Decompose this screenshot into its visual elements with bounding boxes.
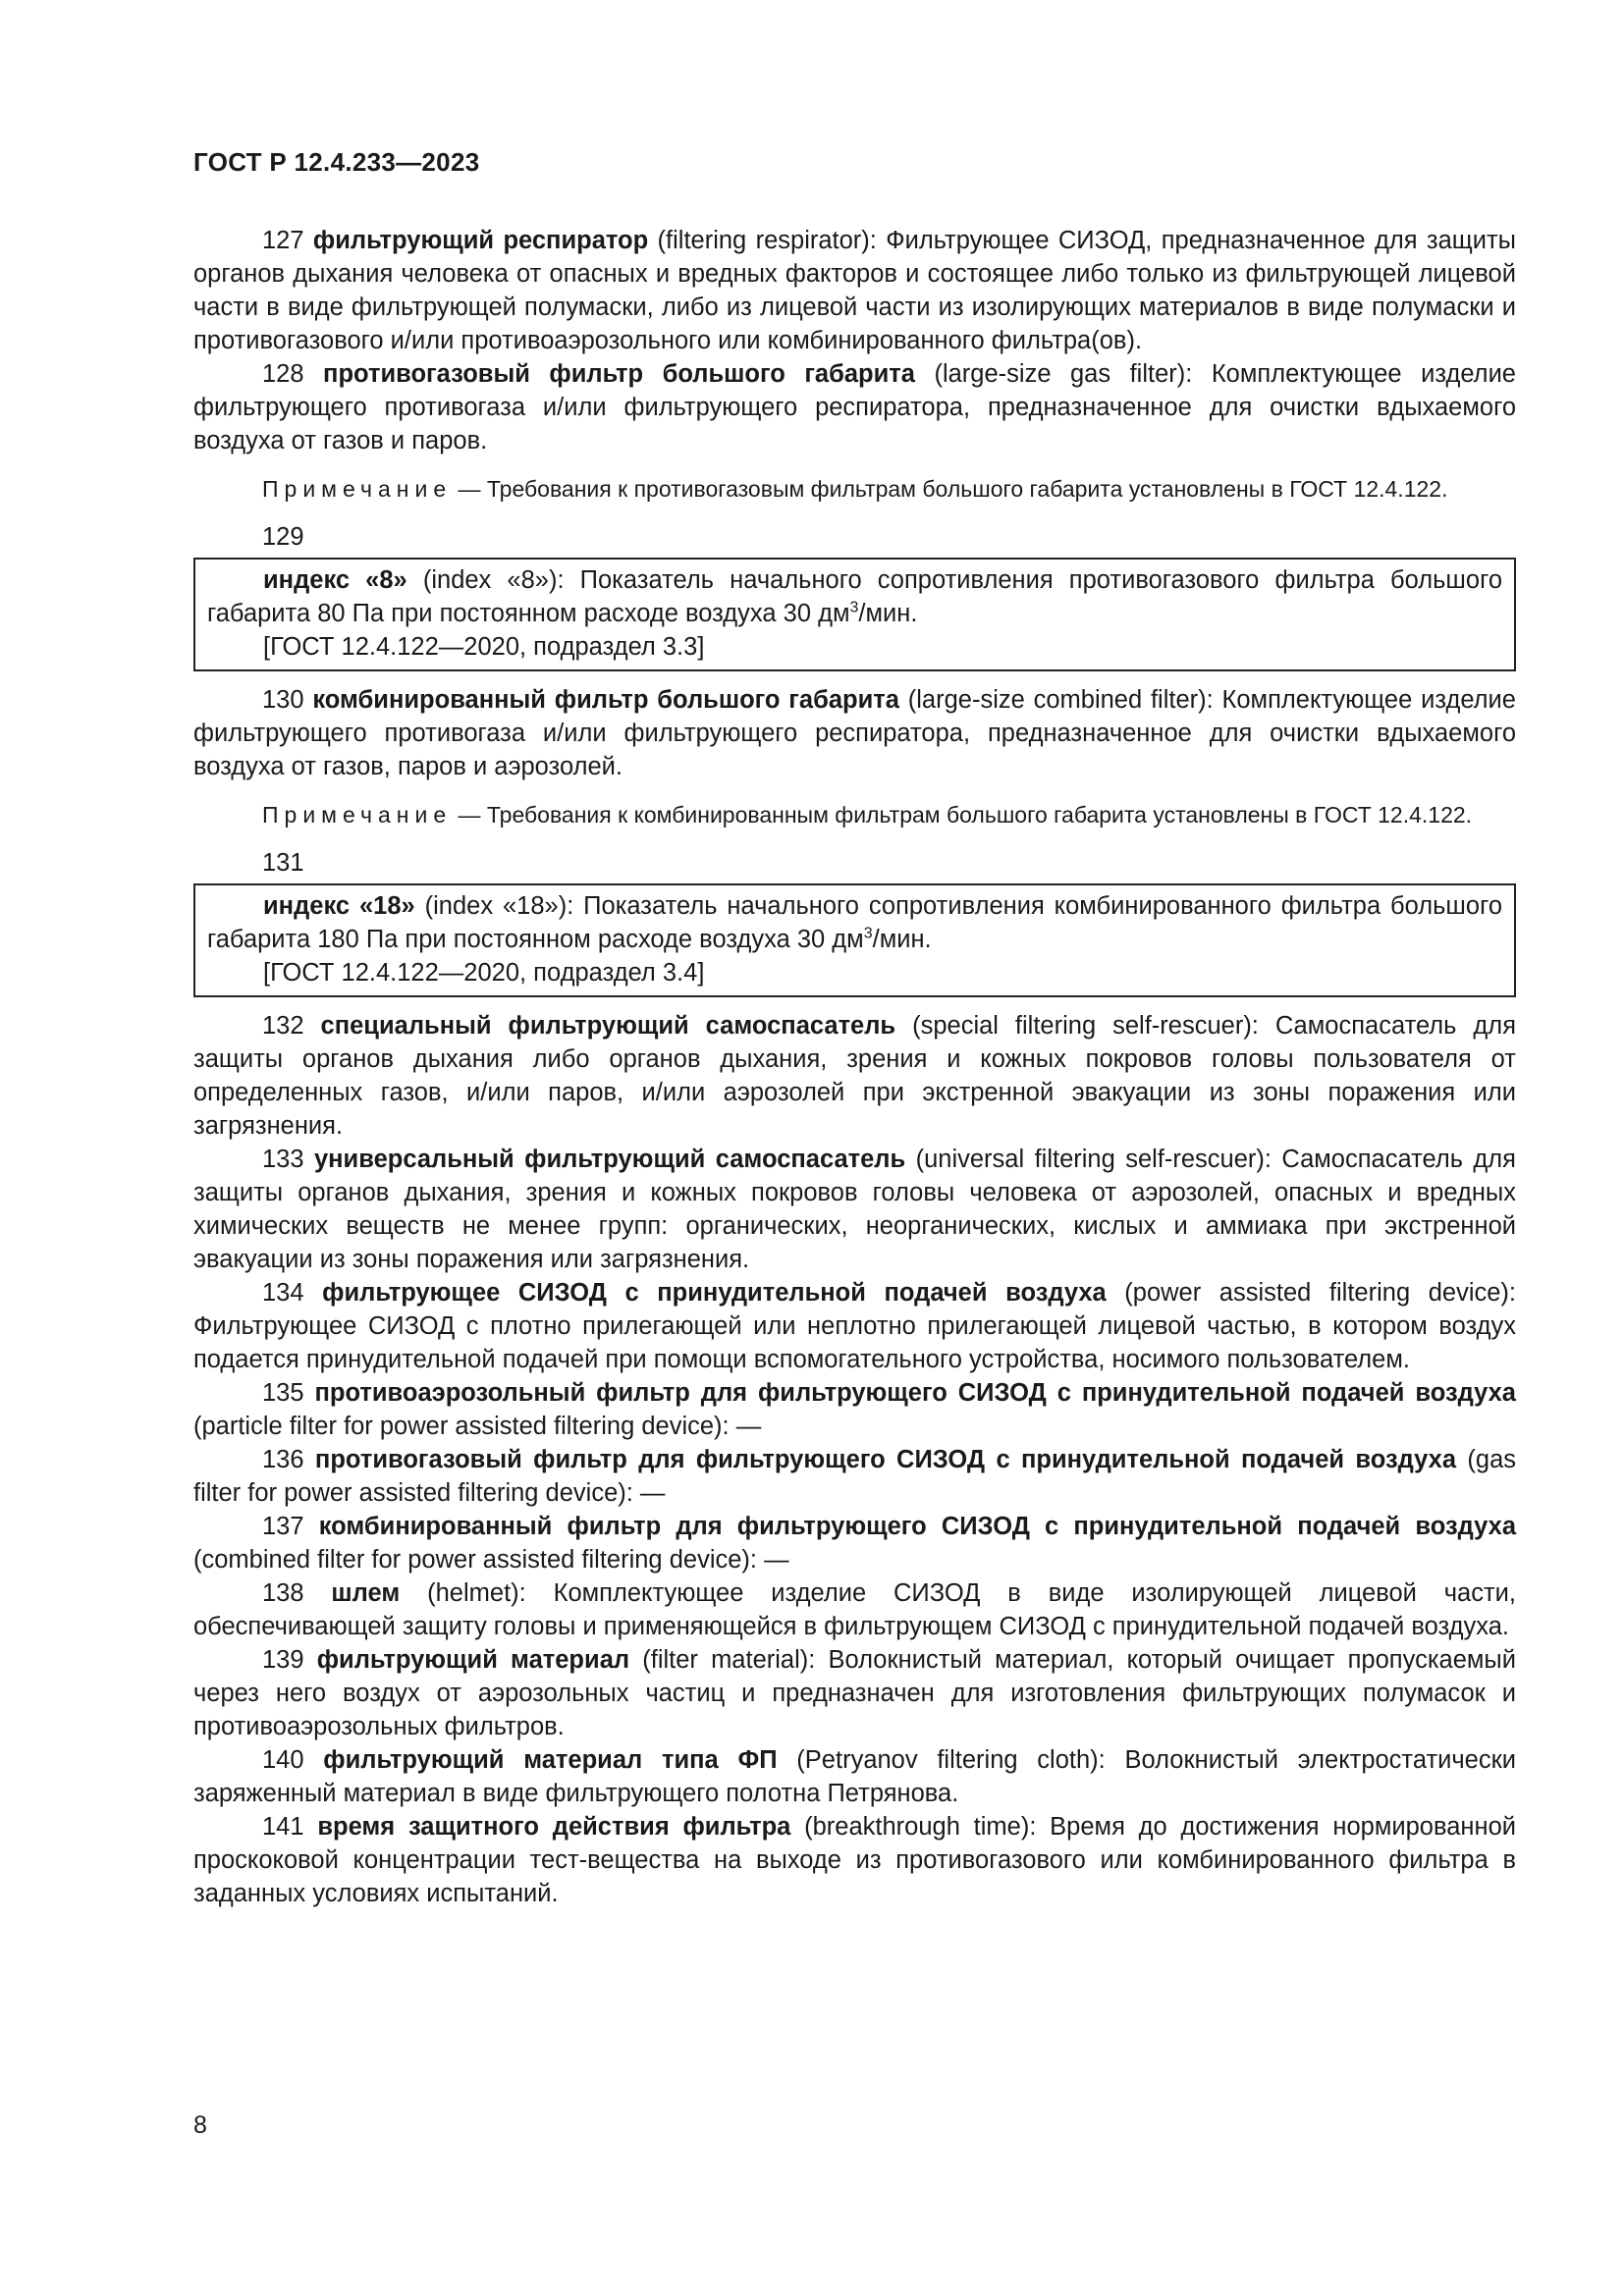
term-definition: (special filtering self-rescuer): Самоспасатель для защиты органов дыхания либо органов дыхания, зрения и кожных покровов головы пользователя от определенных газов, и/или паров, и/или аэрозолей при экстренной эвакуации из зоны поражения или загрязнения.: [193, 1012, 1516, 1140]
term-definition: (particle filter for power assisted filtering device): —: [193, 1413, 762, 1440]
term-title: индекс «18»: [263, 892, 415, 920]
term-title: фильтрующее СИЗОД с принудительной подачей воздуха: [322, 1279, 1107, 1307]
term-definition-end: /мин.: [858, 600, 918, 627]
term-title: комбинированный фильтр для фильтрующего СИЗОД с принудительной подачей воздуха: [318, 1513, 1517, 1540]
term-title: универсальный фильтрующий самоспасатель: [313, 1146, 906, 1173]
term-number: 133: [262, 1146, 304, 1173]
term-entry-127: [193, 224, 1516, 357]
note-128: [193, 473, 1516, 505]
term-number-129: 129: [262, 523, 304, 551]
term-number: 132: [262, 1012, 304, 1040]
term-number: 135: [262, 1379, 304, 1407]
term-title: противогазовый фильтр большого габарита: [323, 360, 915, 388]
term-entry-130: [193, 683, 1516, 783]
source-reference: [ГОСТ 12.4.122—2020, подраздел 3.4]: [263, 959, 705, 987]
term-definition: (filtering respirator): Фильтрующее СИЗОД, предназначенное для защиты органов дыхания человека от опасных и вредных факторов и состоящее либо только из фильтрующей лицевой части в виде фильтрующей полумаски, либо из лицевой части из изолирующих материалов в виде полумаски и противогазового и/или противоаэрозольного или комбинированного фильтра(ов).: [193, 227, 1516, 354]
document-header: ГОСТ Р 12.4.233—2023: [193, 147, 480, 177]
term-title: время защитного действия фильтра: [317, 1813, 791, 1841]
term-entry-138: [193, 1576, 1516, 1643]
term-number-131: 131: [262, 849, 304, 877]
term-number: 130: [262, 686, 304, 714]
term-title: противоаэрозольный фильтр для фильтрующего СИЗОД с принудительной подачей воздуха: [314, 1379, 1516, 1407]
term-definition: (universal filtering self-rescuer): Самоспасатель для защиты органов дыхания, зрения и кожных покровов головы человека от аэрозолей, опасных и вредных химических веществ не менее групп: органических, неорганических, кислых и аммиака при экстренной эвакуации из зоны поражения или загрязнения.: [193, 1146, 1516, 1273]
term-number: 139: [262, 1646, 304, 1674]
note-text: — Требования к комбинированным фильтрам большого габарита установлены в ГОСТ 12.4.122.: [452, 802, 1473, 828]
term-definition: (combined filter for power assisted filtering device): —: [193, 1546, 789, 1574]
term-number: 140: [262, 1746, 304, 1774]
term-definition: (filter material): Волокнистый материал, который очищает пропускаемый через него воздух от аэрозольных частиц и предназначен для изготовления фильтрующих полумасок и противоаэрозольных фильтров.: [193, 1646, 1517, 1740]
term-entry-129: [207, 563, 1502, 630]
term-title: противогазовый фильтр для фильтрующего СИЗОД с принудительной подачей воздуха: [314, 1446, 1457, 1473]
term-entry-134: [193, 1276, 1516, 1376]
superscript: 3: [863, 925, 873, 942]
superscript: 3: [849, 599, 859, 616]
term-entry-133: [193, 1143, 1516, 1276]
term-entry-139: [193, 1643, 1516, 1743]
term-entry-128: [193, 357, 1516, 457]
term-title: индекс «8»: [263, 566, 407, 594]
term-definition: (large-size gas filter): Комплектующее изделие фильтрующего противогаза и/или фильтрующего респиратора, предназначенное для очистки вдыхаемого воздуха от газов и паров.: [193, 360, 1516, 454]
term-definition: (breakthrough time): Время до достижения нормированной проскоковой концентрации тест-вещества на выходе из противогазового или комбинированного фильтра в заданных условиях испытаний.: [193, 1813, 1516, 1907]
term-entry-137: [193, 1510, 1516, 1576]
note-130: [193, 799, 1516, 830]
term-definition: (index «8»): Показатель начального сопротивления противогазового фильтра большого габарита 80 Па при постоянном расходе воздуха 30 дм: [207, 566, 1502, 627]
term-definition: (large-size combined filter): Комплектующее изделие фильтрующего противогаза и/или фильтрующего респиратора, предназначенное для очистки вдыхаемого воздуха от газов, паров и аэрозолей.: [193, 686, 1516, 780]
term-definition: (Petryanov filtering cloth): Волокнистый электростатически заряженный материал в виде фильтрующего полотна Петрянова.: [193, 1746, 1516, 1807]
note-label: Примечание: [262, 476, 453, 502]
term-number: 134: [262, 1279, 304, 1307]
boxed-term-129: [193, 558, 1516, 671]
term-definition-end: /мин.: [872, 926, 932, 953]
page-number: 8: [193, 2111, 207, 2139]
term-entry-132: [193, 1009, 1516, 1143]
term-definition: (power assisted filtering device): Фильтрующее СИЗОД с плотно прилегающей или неплотно прилегающей лицевой частью, в котором воздух подается принудительной подачей при помощи вспомогательного устройства, носимого пользователем.: [193, 1279, 1516, 1373]
note-text: — Требования к противогазовым фильтрам большого габарита установлены в ГОСТ 12.4.122.: [452, 476, 1448, 502]
term-title: фильтрующий материал типа ФП: [323, 1746, 778, 1774]
term-number: 127: [262, 227, 304, 254]
term-entry-140: [193, 1743, 1516, 1810]
term-title: фильтрующий респиратор: [312, 227, 649, 254]
term-number: 136: [262, 1446, 304, 1473]
term-title: фильтрующий материал: [316, 1646, 630, 1674]
term-entry-135: [193, 1376, 1516, 1443]
term-title: комбинированный фильтр большого габарита: [312, 686, 899, 714]
term-definition: (index «18»): Показатель начального сопротивления комбинированного фильтра большого габарита 180 Па при постоянном расходе воздуха 30 дм: [207, 892, 1502, 953]
term-number: 141: [262, 1813, 304, 1841]
term-definition: (helmet): Комплектующее изделие СИЗОД в виде изолирующей лицевой части, обеспечивающей защиту головы и применяющейся в фильтрующем СИЗОД с принудительной подачей воздуха.: [193, 1579, 1516, 1640]
term-number: 137: [262, 1513, 304, 1540]
source-reference: [ГОСТ 12.4.122—2020, подраздел 3.3]: [263, 633, 705, 661]
document-body: [193, 224, 1516, 1910]
term-number: 138: [262, 1579, 304, 1607]
term-definition: (gas filter for power assisted filtering device): —: [193, 1446, 1516, 1507]
term-title: специальный фильтрующий самоспасатель: [320, 1012, 896, 1040]
boxed-term-131: [193, 883, 1516, 997]
term-number: 128: [262, 360, 304, 388]
note-label: Примечание: [262, 802, 453, 828]
term-entry-136: [193, 1443, 1516, 1510]
term-title: шлем: [331, 1579, 401, 1607]
term-entry-131: [207, 889, 1502, 956]
term-entry-141: [193, 1810, 1516, 1910]
